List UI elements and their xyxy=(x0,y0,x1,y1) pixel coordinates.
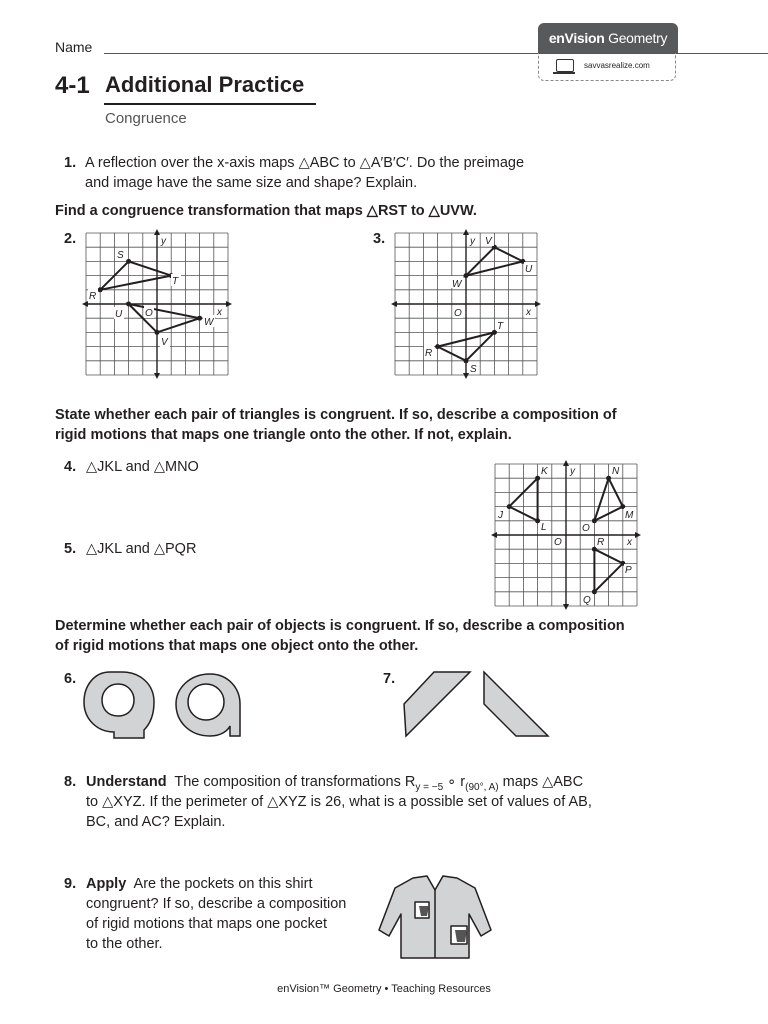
q2-label-s: S xyxy=(117,250,124,261)
q3-label-x: x xyxy=(526,307,531,318)
q45-label-k: K xyxy=(541,466,548,477)
q2-graph xyxy=(86,233,228,378)
q9-line3: of rigid motions that maps one pocket xyxy=(86,916,327,932)
q6-shape-right xyxy=(176,674,240,736)
q45-label-m: M xyxy=(625,510,634,521)
section2-line1: State whether each pair of triangles is congruent. If so, describe a composition of xyxy=(55,407,617,423)
q3-label-s: S xyxy=(470,364,477,375)
section2-line2: rigid motions that maps one triangle onto the other. If not, explain. xyxy=(55,427,512,443)
q7-shape-right xyxy=(484,672,548,736)
q3-num: 3. xyxy=(373,231,386,247)
q2-label-t: T xyxy=(172,276,179,287)
q3-label-y: y xyxy=(470,236,475,247)
q8-sub2: (90°, A) xyxy=(465,781,499,793)
q9-line1 xyxy=(86,874,312,894)
q9-line4: to the other. xyxy=(86,936,163,952)
q3-label-r: R xyxy=(425,348,433,359)
q3-label-v: V xyxy=(485,236,492,247)
q7-shapes xyxy=(400,668,552,740)
brand-name: enVision xyxy=(548,30,605,46)
footer: enVision™ Geometry • Teaching Resources xyxy=(277,983,491,995)
q3-label-o: O xyxy=(454,308,462,319)
savvas-url[interactable]: savvasrealize.com xyxy=(584,61,650,70)
q3-label-w: W xyxy=(452,279,462,290)
q2-label-o: O xyxy=(145,308,153,319)
q45-label-n: N xyxy=(612,466,620,477)
q8-text-b: ∘ r xyxy=(443,774,466,790)
lesson-title: Additional Practice xyxy=(105,72,305,97)
q4-text: △JKL and △MNO xyxy=(86,459,199,475)
q7-shape-left xyxy=(404,672,470,736)
q8-sub1: y = −5 xyxy=(415,781,444,793)
q45-label-j: J xyxy=(498,510,503,521)
q8-line2: to △XYZ. If the perimeter of △XYZ is 26, what is a possible set of values of AB, xyxy=(86,794,592,810)
q2-label-v: V xyxy=(161,337,168,348)
q5-text: △JKL and △PQR xyxy=(86,541,197,557)
q2-num: 2. xyxy=(64,231,77,247)
q9-line2: congruent? If so, describe a composition xyxy=(86,896,347,912)
q8-line3: BC, and AC? Explain. xyxy=(86,814,226,830)
q45-label-x: x xyxy=(627,537,632,548)
section1-heading: Find a congruence transformation that maps △RST to △UVW. xyxy=(55,203,477,219)
q1-line2: and image have the same size and shape? Explain. xyxy=(85,175,418,191)
q3-label-u: U xyxy=(525,264,533,275)
q45-label-q: Q xyxy=(583,595,591,606)
q1-number xyxy=(64,153,76,173)
q7-num: 7. xyxy=(383,671,396,687)
q1-line1: A reflection over the x-axis maps △ABC to △A′B′C′. Do the preimage xyxy=(85,155,525,171)
q4-num: 4. xyxy=(64,459,77,475)
q2-label-x: x xyxy=(217,307,222,318)
title-rule xyxy=(104,103,316,105)
q45-label-l: L xyxy=(541,522,547,533)
q9-num: 9. xyxy=(64,876,77,892)
q2-label-w: W xyxy=(204,317,214,328)
name-label: Name xyxy=(55,39,93,55)
q2-label-u: U xyxy=(115,309,123,320)
q3-graph xyxy=(395,233,537,378)
q8-text-c: maps △ABC xyxy=(498,774,584,790)
q6-shape-left xyxy=(84,672,154,738)
q45-label-y: y xyxy=(570,466,575,477)
q6-shapes xyxy=(82,668,252,740)
lesson-subtitle: Congruence xyxy=(105,110,187,127)
shirt-illustration xyxy=(377,874,495,960)
section3-line2: of rigid motions that maps one object onto the other. xyxy=(55,638,419,654)
brand-badge xyxy=(538,23,678,53)
q45-label-o2: O xyxy=(554,537,562,548)
q8-label: Understand xyxy=(86,774,167,790)
section3-line1: Determine whether each pair of objects is congruent. If so, describe a composition xyxy=(55,618,625,634)
q2-label-y: y xyxy=(161,236,166,247)
q5-num: 5. xyxy=(64,541,77,557)
q9-label: Apply xyxy=(86,876,127,892)
q1-num: 1. xyxy=(64,155,77,171)
lesson-number: 4-1 xyxy=(55,72,90,99)
q45-graph xyxy=(495,464,637,609)
q8-text-a: The composition of transformations R xyxy=(174,774,416,790)
q45-label-p: P xyxy=(625,565,632,576)
q45-label-o1: O xyxy=(582,523,590,534)
q3-label-t: T xyxy=(497,321,504,332)
q8-num: 8. xyxy=(64,774,77,790)
laptop-icon xyxy=(556,59,574,72)
q2-label-r: R xyxy=(89,291,97,302)
q6-num: 6. xyxy=(64,671,77,687)
q45-label-r: R xyxy=(597,537,605,548)
brand-suffix: Geometry xyxy=(608,30,668,46)
q9-text: Are the pockets on this shirt xyxy=(133,876,313,892)
